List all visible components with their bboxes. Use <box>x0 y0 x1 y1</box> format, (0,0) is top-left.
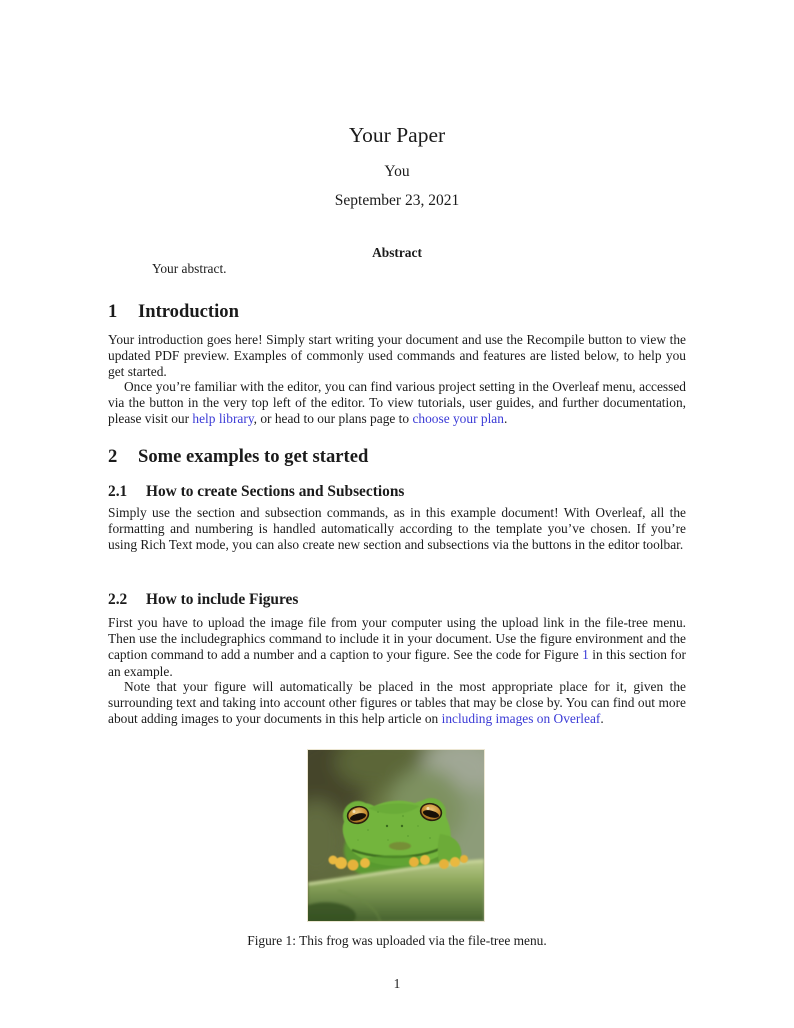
subsection-title: How to include Figures <box>146 591 299 608</box>
intro-paragraph-2 <box>108 379 686 428</box>
abstract-heading: Abstract <box>372 245 422 260</box>
paragraph-text: Once you’re familiar with the editor, you can find various project setting in the Overleaf menu, accessed via the button in the very top left of the editor. To view tutorials, user guides, and further documentation, please visit our <box>108 379 686 427</box>
paragraph-text: , or head to our plans page to <box>253 411 413 427</box>
figure-caption: Figure 1: This frog was uploaded via the file-tree menu. <box>247 933 547 948</box>
intro-paragraph-1 <box>108 332 686 381</box>
paper-title: Your Paper <box>348 123 446 147</box>
paper-date: September 23, 2021 <box>334 192 460 209</box>
section-title: Introduction <box>138 301 239 322</box>
including-images-link[interactable]: including images on Overleaf <box>441 711 601 727</box>
paragraph-text: Note that your figure will automatically be placed in the most appropriate place for it, given the surrounding text and taking into account other figures or tables that may be close by. You can find out more about adding images to your documents in this help article on <box>108 679 686 727</box>
help-library-link[interactable]: help library <box>192 411 254 427</box>
figure-frog-image <box>308 750 484 921</box>
abstract-body: Your abstract. <box>152 261 227 276</box>
subsection-2-2-heading <box>108 591 686 609</box>
page-number: 1 <box>393 976 401 991</box>
section-2-heading <box>108 446 686 468</box>
subsection-number: 2.2 <box>108 591 128 608</box>
section-number: 1 <box>108 301 118 322</box>
section-number: 2 <box>108 446 118 467</box>
section-title: Some examples to get started <box>138 446 369 467</box>
subsection-2-1-heading <box>108 483 686 501</box>
sections-paragraph <box>108 505 686 554</box>
figures-paragraph-2 <box>108 679 686 728</box>
figure-1-reference-link[interactable]: 1 <box>582 647 589 663</box>
paragraph-text: in this section for an example. <box>108 647 686 679</box>
paragraph-text: . <box>503 411 508 427</box>
frog-photo-illustration <box>308 750 484 921</box>
paragraph-text: . <box>600 711 604 727</box>
figures-paragraph-1 <box>108 615 686 680</box>
choose-your-plan-link[interactable]: choose your plan <box>412 411 504 427</box>
subsection-title: How to create Sections and Subsections <box>146 483 405 500</box>
paragraph-text: First you have to upload the image file from your computer using the upload link in the file-tree menu. Then use the includegraphics command to include it in your document. Use the figure environment and the caption command to add a number and a caption to your figure. See the code for Figure <box>108 615 686 663</box>
paragraph-text: Your introduction goes here! Simply start writing your document and use the Recompile button to view the updated PDF preview. Examples of commonly used commands and features are listed below, to help you get started. <box>108 332 686 380</box>
paragraph-text: Simply use the section and subsection commands, as in this example document! With Overleaf, all the formatting and numbering is handled automatically according to the template you’ve chosen. If you’re using Rich Text mode, you can also create new section and subsections via the buttons in the editor toolbar. <box>108 505 686 553</box>
subsection-number: 2.1 <box>108 483 128 500</box>
section-1-heading <box>108 301 686 323</box>
paper-author: You <box>384 163 410 180</box>
